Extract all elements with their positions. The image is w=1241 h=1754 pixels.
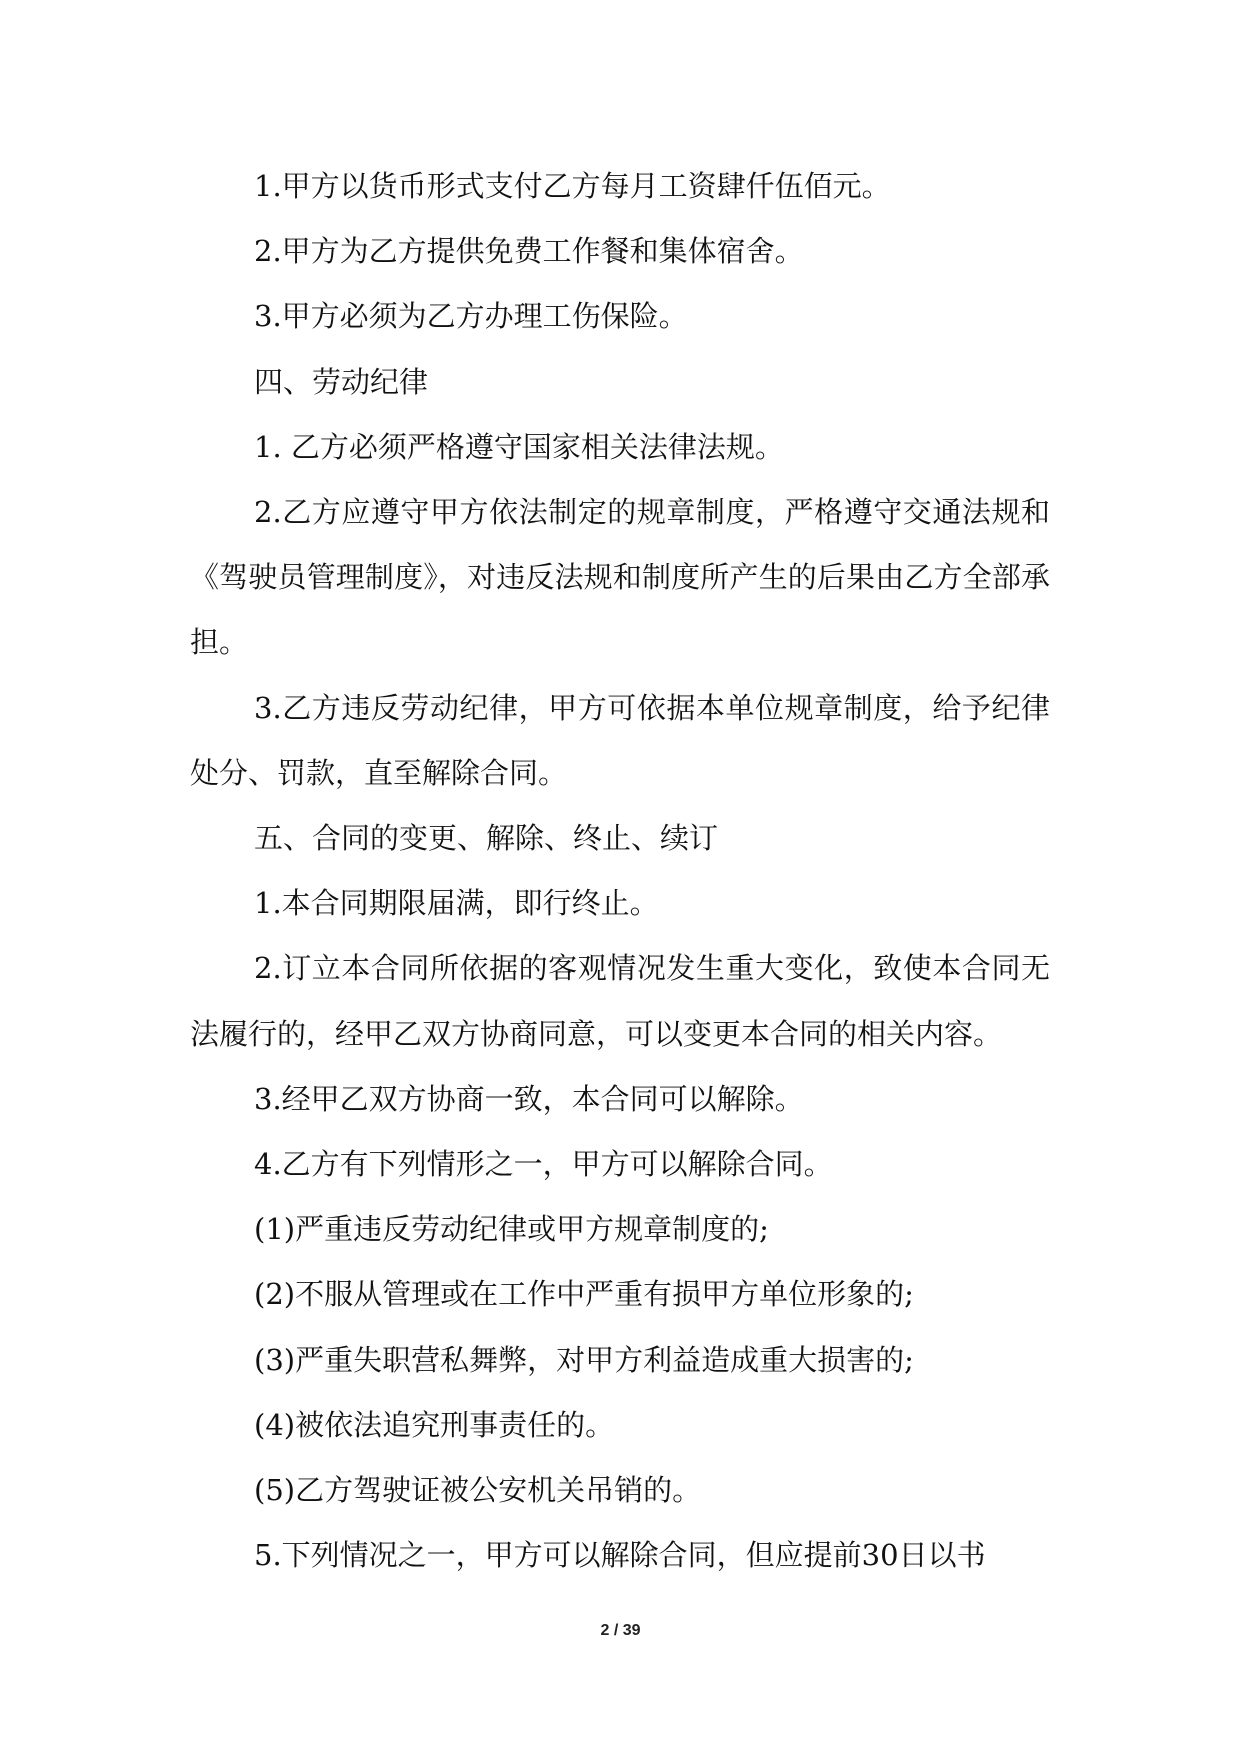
paragraph-injury-insurance: 3.甲方必须为乙方办理工伤保险。	[254, 299, 688, 334]
paragraph-discipline-violation: 3.乙方违反劳动纪律，甲方可依据本单位规章制度，给予纪律处分、罚款，直至解除合同。	[190, 690, 1050, 790]
paragraph-obey-laws: 1. 乙方必须严格遵守国家相关法律法规。	[254, 429, 784, 464]
list-item-condition-5: (5)乙方驾驶证被公安机关吊销的。	[254, 1473, 702, 1508]
list-item-condition-1: (1)严重违反劳动纪律或甲方规章制度的;	[254, 1212, 769, 1247]
document-body	[190, 154, 1050, 1588]
paragraph-termination-conditions: 4.乙方有下列情形之一，甲方可以解除合同。	[254, 1147, 833, 1182]
section-heading-labor-discipline: 四、劳动纪律	[254, 364, 429, 399]
paragraph-term-expiry: 1.本合同期限届满，即行终止。	[254, 886, 659, 921]
paragraph-meals-dorm: 2.甲方为乙方提供免费工作餐和集体宿舍。	[254, 234, 804, 269]
paragraph-obey-rules: 2.乙方应遵守甲方依法制定的规章制度，严格遵守交通法规和《驾驶员管理制度》，对违反法规和制度所产生的后果由乙方全部承担。	[190, 495, 1050, 660]
paragraph-circumstance-change: 2.订立本合同所依据的客观情况发生重大变化，致使本合同无法履行的，经甲乙双方协商同意，可以变更本合同的相关内容。	[190, 951, 1050, 1051]
paragraph-salary: 1.甲方以货币形式支付乙方每月工资肆仟伍佰元。	[254, 169, 891, 203]
paragraph-mutual-termination: 3.经甲乙双方协商一致，本合同可以解除。	[254, 1081, 804, 1116]
section-heading-contract-changes: 五、合同的变更、解除、终止、续订	[254, 821, 719, 856]
list-item-condition-4: (4)被依法追究刑事责任的。	[254, 1407, 615, 1442]
paragraph-notice-termination: 5.下列情况之一，甲方可以解除合同，但应提前30日以书	[254, 1538, 986, 1573]
list-item-condition-3: (3)严重失职营私舞弊，对甲方利益造成重大损害的;	[254, 1342, 914, 1377]
page-number: 2 / 39	[600, 1622, 641, 1639]
list-item-condition-2: (2)不服从管理或在工作中严重有损甲方单位形象的;	[254, 1277, 914, 1312]
